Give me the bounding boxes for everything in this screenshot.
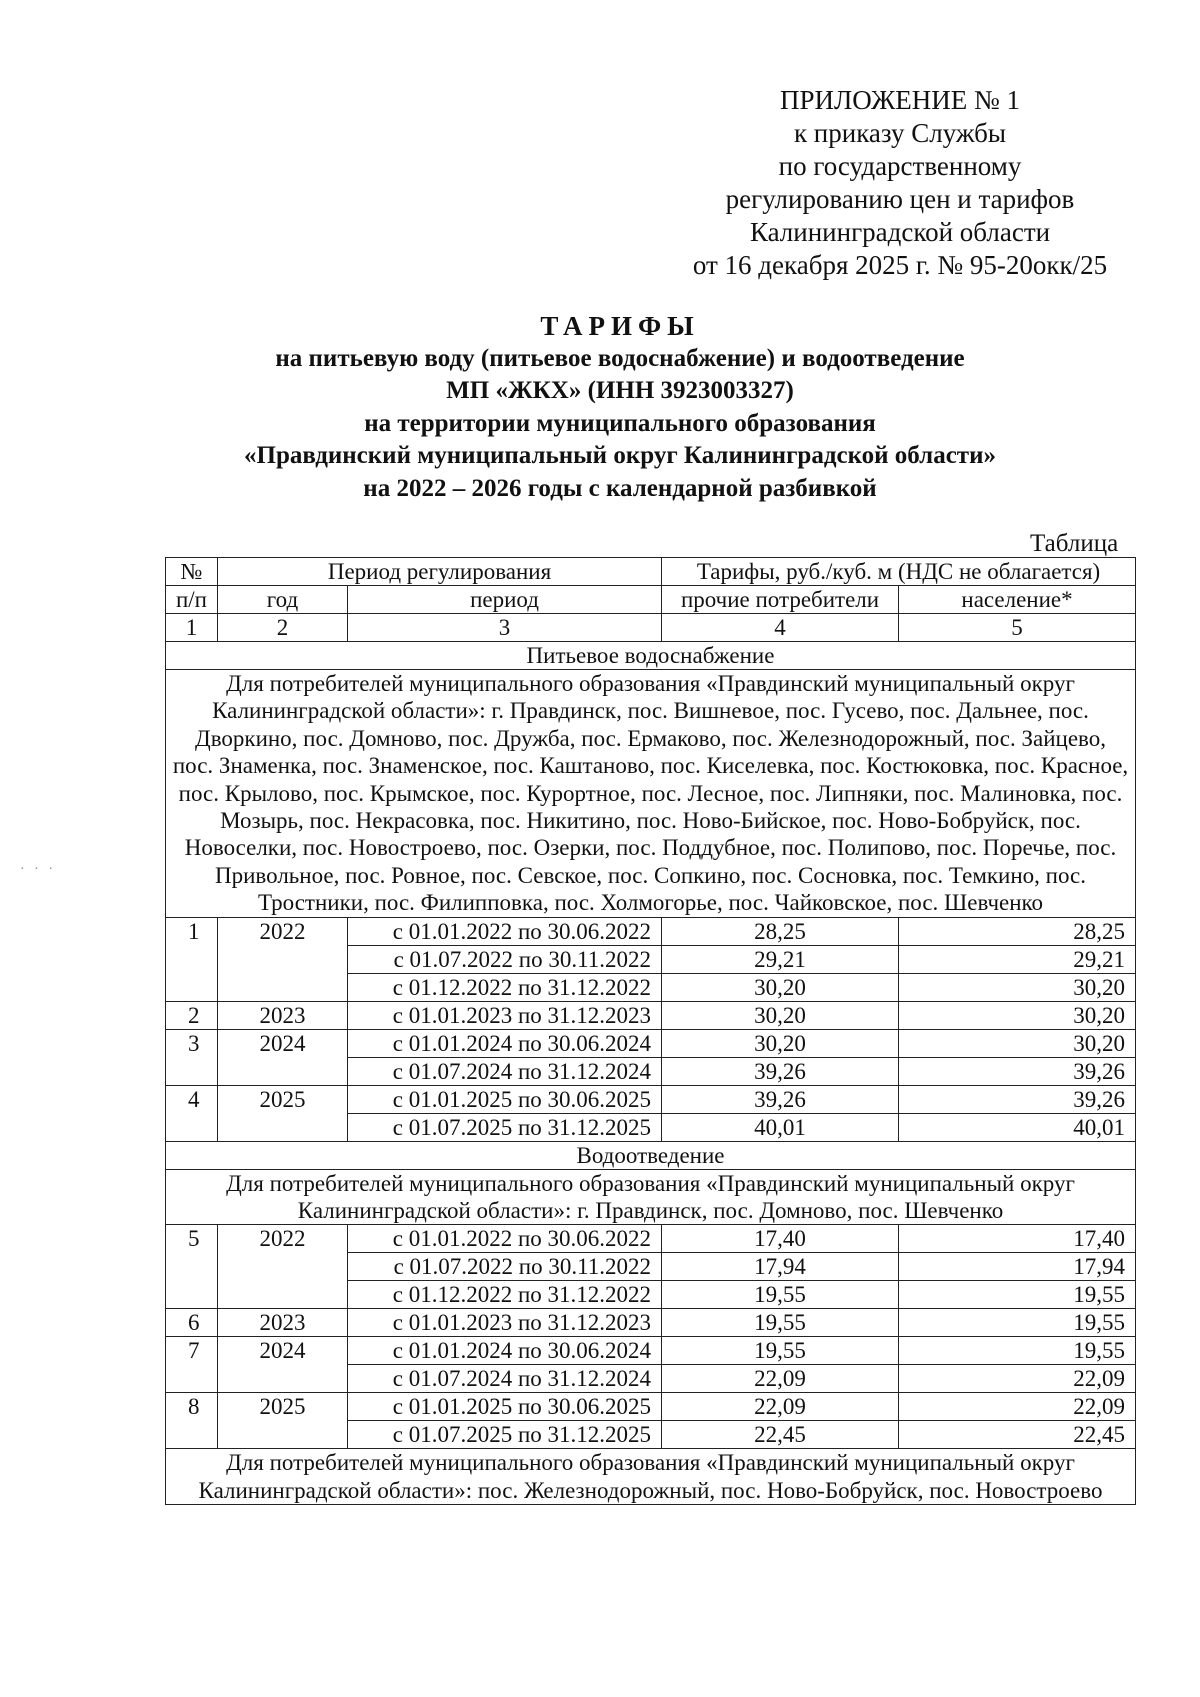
- column-number: 3: [348, 614, 662, 642]
- row-tariff-population: 19,55: [899, 1337, 1136, 1365]
- row-tariff-population: 29,21: [899, 945, 1136, 973]
- title-line: МП «ЖКХ» (ИНН 3923003327): [446, 377, 794, 404]
- row-number: 6: [166, 1309, 218, 1337]
- row-tariff-other: 19,55: [662, 1281, 899, 1309]
- row-period: с 01.01.2025 по 30.06.2025: [348, 1393, 662, 1421]
- table-label: Таблица: [1030, 530, 1119, 557]
- title-heading: ТАРИФЫ: [540, 311, 700, 341]
- row-tariff-other: 22,45: [662, 1421, 899, 1449]
- row-year: 2024: [218, 1337, 348, 1393]
- row-period: с 01.01.2022 по 30.06.2022: [348, 917, 662, 945]
- row-period: с 01.01.2024 по 30.06.2024: [348, 1029, 662, 1057]
- section-title: Питьевое водоснабжение: [166, 642, 1136, 670]
- row-period: с 01.07.2022 по 30.11.2022: [348, 945, 662, 973]
- row-tariff-other: 39,26: [662, 1057, 899, 1085]
- row-year: 2022: [218, 917, 348, 1001]
- title-line: «Правдинский муниципальный округ Калининградской области»: [244, 442, 996, 469]
- row-tariff-population: 30,20: [899, 973, 1136, 1001]
- row-year: 2023: [218, 1309, 348, 1337]
- column-number: 4: [662, 614, 899, 642]
- row-period: с 01.07.2024 по 31.12.2024: [348, 1365, 662, 1393]
- row-tariff-population: 39,26: [899, 1057, 1136, 1085]
- column-number: 1: [166, 614, 218, 642]
- final-description-row: [166, 1449, 1136, 1505]
- row-tariff-population: 17,94: [899, 1253, 1136, 1281]
- row-period: с 01.01.2025 по 30.06.2025: [348, 1085, 662, 1113]
- row-period: с 01.01.2023 по 31.12.2023: [348, 1309, 662, 1337]
- final-description: Для потребителей муниципального образования «Правдинский муниципальный округ Калининградской области»: пос. Железнодорожный, пос. Ново-Бобруйск, пос. Новостроево: [166, 1449, 1136, 1505]
- row-number: 4: [166, 1085, 218, 1141]
- row-tariff-other: 40,01: [662, 1113, 899, 1141]
- row-number: 2: [166, 1001, 218, 1029]
- appendix-line: от 16 декабря 2025 г. № 95-20окк/25: [692, 250, 1108, 280]
- section-title-row: [166, 642, 1136, 670]
- table-row: [166, 1309, 1136, 1337]
- row-tariff-other: 22,09: [662, 1365, 899, 1393]
- row-tariff-other: 28,25: [662, 917, 899, 945]
- row-number: 7: [166, 1337, 218, 1393]
- header-tariff-group: Тарифы, руб./куб. м (НДС не облагается): [662, 558, 1136, 586]
- title-line: на 2022 – 2026 годы с календарной разбивкой: [363, 474, 877, 502]
- header-other: прочие потребители: [662, 586, 899, 614]
- row-tariff-other: 30,20: [662, 1029, 899, 1057]
- table-row: [166, 1225, 1136, 1253]
- header-period: период: [348, 586, 662, 614]
- row-tariff-other: 22,09: [662, 1393, 899, 1421]
- row-tariff-other: 17,94: [662, 1253, 899, 1281]
- row-period: с 01.12.2022 по 31.12.2022: [348, 973, 662, 1001]
- row-tariff-population: 28,25: [899, 917, 1136, 945]
- row-tariff-population: 19,55: [899, 1309, 1136, 1337]
- row-period: с 01.01.2023 по 31.12.2023: [348, 1001, 662, 1029]
- row-period: с 01.12.2022 по 31.12.2022: [348, 1281, 662, 1309]
- appendix-line: Калининградской области: [749, 217, 1051, 247]
- row-tariff-other: 19,55: [662, 1309, 899, 1337]
- row-tariff-population: 30,20: [899, 1001, 1136, 1029]
- row-tariff-other: 30,20: [662, 973, 899, 1001]
- section-title: Водоотведение: [166, 1141, 1136, 1169]
- header-year: год: [218, 586, 348, 614]
- row-period: с 01.07.2025 по 31.12.2025: [348, 1113, 662, 1141]
- row-number: 1: [166, 917, 218, 1001]
- row-number: 3: [166, 1029, 218, 1085]
- row-tariff-population: 19,55: [899, 1281, 1136, 1309]
- row-tariff-population: 22,45: [899, 1421, 1136, 1449]
- row-period: с 01.07.2024 по 31.12.2024: [348, 1057, 662, 1085]
- column-number: 5: [899, 614, 1136, 642]
- row-tariff-other: 17,40: [662, 1225, 899, 1253]
- header-population: население*: [899, 586, 1136, 614]
- appendix-line: к приказу Службы: [793, 118, 1007, 148]
- table-row: [166, 1393, 1136, 1421]
- row-tariff-other: 30,20: [662, 1001, 899, 1029]
- header-num-bottom: п/п: [166, 586, 218, 614]
- row-year: 2025: [218, 1393, 348, 1449]
- appendix-line: ПРИЛОЖЕНИЕ № 1: [779, 85, 1021, 115]
- table-row: [166, 1001, 1136, 1029]
- row-tariff-other: 39,26: [662, 1085, 899, 1113]
- row-tariff-other: 19,55: [662, 1337, 899, 1365]
- row-period: с 01.01.2024 по 30.06.2024: [348, 1337, 662, 1365]
- column-number-row: [166, 614, 1136, 642]
- row-number: 8: [166, 1393, 218, 1449]
- header-num-top: №: [166, 558, 218, 586]
- appendix-header: [690, 84, 1110, 282]
- row-period: с 01.01.2022 по 30.06.2022: [348, 1225, 662, 1253]
- row-period: с 01.07.2025 по 31.12.2025: [348, 1421, 662, 1449]
- section-description-row: [166, 670, 1136, 918]
- section-title-row: [166, 1141, 1136, 1169]
- row-year: 2024: [218, 1029, 348, 1085]
- table-row: [166, 1085, 1136, 1113]
- row-period: с 01.07.2022 по 30.11.2022: [348, 1253, 662, 1281]
- row-tariff-population: 17,40: [899, 1225, 1136, 1253]
- row-tariff-population: 22,09: [899, 1365, 1136, 1393]
- row-tariff-population: 40,01: [899, 1113, 1136, 1141]
- header-period-group: Период регулирования: [218, 558, 662, 586]
- row-tariff-other: 29,21: [662, 945, 899, 973]
- table-row: [166, 1337, 1136, 1365]
- tariffs-table: [165, 557, 1136, 1505]
- row-tariff-population: 39,26: [899, 1085, 1136, 1113]
- row-tariff-population: 22,09: [899, 1393, 1136, 1421]
- column-number: 2: [218, 614, 348, 642]
- header-row: [166, 586, 1136, 614]
- appendix-line: регулированию цен и тарифов: [725, 184, 1075, 214]
- header-row: [166, 558, 1136, 586]
- table-row: [166, 1029, 1136, 1057]
- document-title: [170, 310, 1070, 505]
- row-number: 5: [166, 1225, 218, 1309]
- table-row: [166, 917, 1136, 945]
- row-year: 2023: [218, 1001, 348, 1029]
- section-description-row: [166, 1169, 1136, 1225]
- row-tariff-population: 30,20: [899, 1029, 1136, 1057]
- title-line: на территории муниципального образования: [364, 409, 876, 437]
- section-description: Для потребителей муниципального образования «Правдинский муниципальный округ Калининградской области»: г. Правдинск, пос. Домново, пос. Шевченко: [166, 1169, 1136, 1225]
- row-year: 2025: [218, 1085, 348, 1141]
- tariffs-table-body: [166, 558, 1136, 1505]
- row-year: 2022: [218, 1225, 348, 1309]
- scan-artifact: · · ·: [20, 862, 56, 877]
- section-description: Для потребителей муниципального образования «Правдинский муниципальный округ Калининградской области»: г. Правдинск, пос. Вишневое, пос. Гусево, пос. Дальнее, пос. Дворкино, пос. Домново, пос. Дружба, пос. Ермаково, пос. Железнодорожный, пос. Зайцево, пос. Знаменка, пос. Знаменское, пос. Каштаново, пос. Киселевка, пос. Костюковка, пос. Красное, пос. Крылово, пос. Крымское, пос. Курортное, пос. Лесное, пос. Липняки, пос. Малиновка, пос. Мозырь, пос. Некрасовка, пос. Никитино, пос. Ново-Бийское, пос. Ново-Бобруйск, пос. Новоселки, пос. Новостроево, пос. Озерки, пос. Поддубное, пос. Полипово, пос. Поречье, пос. Привольное, пос. Ровное, пос. Севское, пос. Сопкино, пос. Сосновка, пос. Темкино, пос. Тростники, пос. Филипповка, пос. Холмогорье, пос. Чайковское, пос. Шевченко: [166, 670, 1136, 918]
- appendix-line: по государственному: [778, 151, 1022, 181]
- title-line: на питьевую воду (питьевое водоснабжение) и водоотведение: [275, 344, 965, 372]
